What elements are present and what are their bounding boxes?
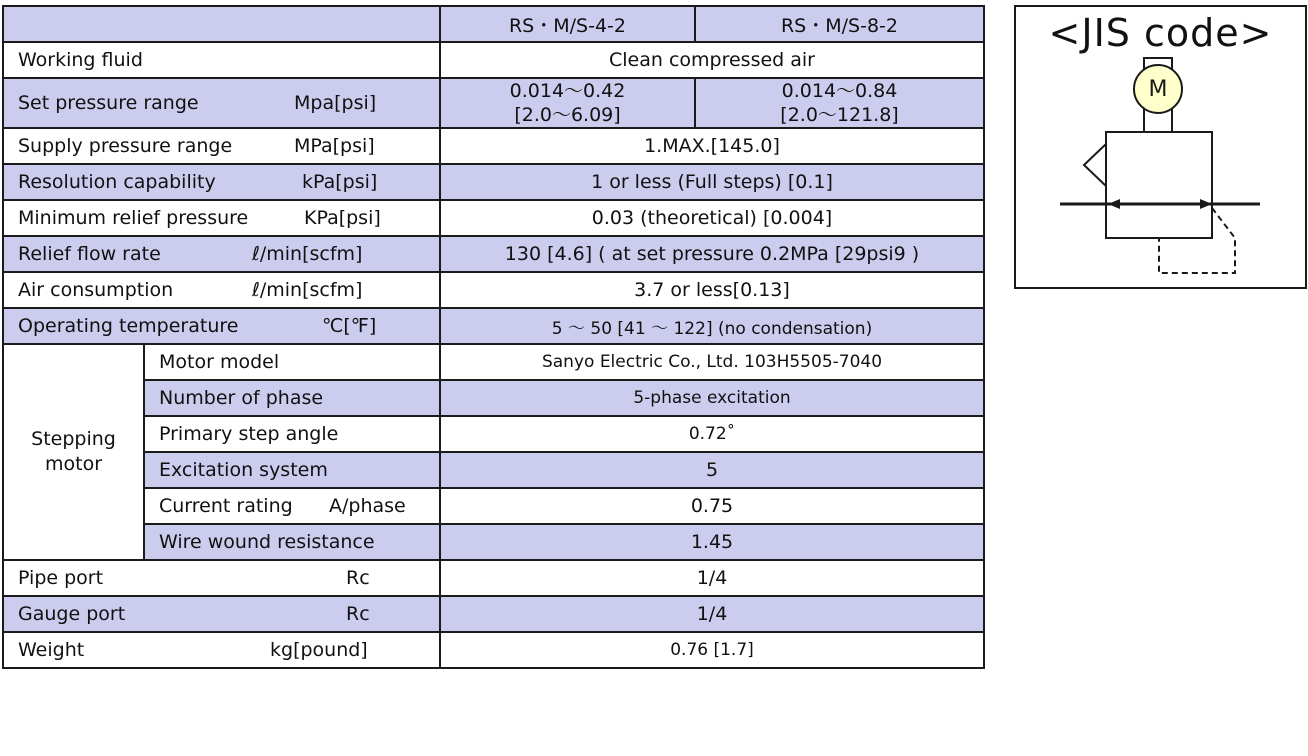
row-value: 0.76 [1.7] <box>440 632 984 668</box>
spec-table <box>2 5 985 669</box>
row-label-cell <box>3 164 440 200</box>
row-label-cell <box>3 128 440 164</box>
motor-row-label: Current rating <box>159 495 293 517</box>
row-min-relief <box>3 200 984 236</box>
exhaust-port-symbol <box>1084 144 1106 186</box>
row-value: Clean compressed air <box>440 42 984 78</box>
row-label-cell <box>3 78 440 128</box>
row-label: Working fluid <box>3 42 440 78</box>
row-set-pressure <box>3 78 984 128</box>
row-relief-flow <box>3 236 984 272</box>
row-value: 1 or less (Full steps) [0.1] <box>440 164 984 200</box>
row-label: Air consumption <box>18 279 174 301</box>
row-label: Gauge port <box>18 603 126 625</box>
header-row <box>3 6 984 42</box>
row-step-angle <box>3 416 984 452</box>
value-line: 0.014～0.42 <box>509 80 626 102</box>
valve-body <box>1106 132 1212 238</box>
row-unit: MPa[psi] <box>294 135 375 157</box>
motor-row-label: Excitation system <box>144 452 440 488</box>
row-operating-temp <box>3 308 984 344</box>
row-label-cell <box>3 596 440 632</box>
model-4-header: RS・M/S-4-2 <box>440 6 695 42</box>
row-value: 5 ～ 50 [41 ～ 122] (no condensation) <box>440 308 984 344</box>
motor-row-unit: A/phase <box>329 495 406 517</box>
row-unit: Mpa[psi] <box>294 92 377 114</box>
row-unit: ℓ/min[scfm] <box>252 279 363 301</box>
value-line: [2.0～121.8] <box>780 104 899 126</box>
row-label-cell <box>3 200 440 236</box>
row-value: 3.7 or less[0.13] <box>440 272 984 308</box>
motor-row-label: Primary step angle <box>144 416 440 452</box>
jis-code-title: <JIS code> <box>1048 11 1273 55</box>
value-line: [2.0～6.09] <box>514 104 621 126</box>
row-excitation-system <box>3 452 984 488</box>
row-label-cell <box>3 308 440 344</box>
value-line: 0.014～0.84 <box>781 80 898 102</box>
row-label-cell <box>3 272 440 308</box>
row-pipe-port <box>3 560 984 596</box>
motor-row-value: 1.45 <box>440 524 984 560</box>
row-value: 1.MAX.[145.0] <box>440 128 984 164</box>
row-unit: kPa[psi] <box>302 171 378 193</box>
row-label: Operating temperature <box>18 315 239 337</box>
motor-row-label: Number of phase <box>144 380 440 416</box>
row-unit: Rc <box>346 603 370 625</box>
row-label-cell <box>3 560 440 596</box>
header-blank-cell <box>3 6 440 42</box>
row-supply-pressure <box>3 128 984 164</box>
row-label: Weight <box>18 639 85 661</box>
row-label: Set pressure range <box>18 92 199 114</box>
motor-row-label-cell <box>144 488 440 524</box>
row-motor-model <box>3 344 984 380</box>
motor-row-value: 0.75 <box>440 488 984 524</box>
row-unit: Rc <box>346 567 370 589</box>
row-unit: KPa[psi] <box>304 207 381 229</box>
row-value: 1/4 <box>440 596 984 632</box>
row-unit: ℃[℉] <box>322 315 377 337</box>
row-resolution <box>3 164 984 200</box>
motor-row-value: 5-phase excitation <box>440 380 984 416</box>
motor-row-value: 0.72˚ <box>440 416 984 452</box>
model-8-header: RS・M/S-8-2 <box>695 6 984 42</box>
motor-symbol-label: M <box>1148 77 1168 102</box>
row-label-cell <box>3 632 440 668</box>
row-unit: ℓ/min[scfm] <box>252 243 363 265</box>
row-label: Pipe port <box>18 567 104 589</box>
row-value-8 <box>695 78 984 128</box>
row-label: Relief flow rate <box>18 243 161 265</box>
row-value: 130 [4.6] ( at set pressure 0.2MPa [29psi9 ) <box>440 236 984 272</box>
motor-row-value: 5 <box>440 452 984 488</box>
row-wire-resistance <box>3 524 984 560</box>
motor-row-value: Sanyo Electric Co., Ltd. 103H5505-7040 <box>440 344 984 380</box>
row-label: Minimum relief pressure <box>18 207 249 229</box>
row-number-of-phase <box>3 380 984 416</box>
row-label: Resolution capability <box>18 171 216 193</box>
row-value-4 <box>440 78 695 128</box>
row-label-cell <box>3 236 440 272</box>
row-value: 1/4 <box>440 560 984 596</box>
row-gauge-port <box>3 596 984 632</box>
row-unit: kg[pound] <box>270 639 368 661</box>
row-air-consumption <box>3 272 984 308</box>
row-working-fluid <box>3 42 984 78</box>
motor-row-label: Wire wound resistance <box>144 524 440 560</box>
row-value: 0.03 (theoretical) [0.004] <box>440 200 984 236</box>
jis-code-panel <box>1014 5 1307 289</box>
row-label: Supply pressure range <box>18 135 233 157</box>
row-weight <box>3 632 984 668</box>
motor-row-label: Motor model <box>144 344 440 380</box>
row-current-rating <box>3 488 984 524</box>
stepping-motor-group-label: Stepping motor <box>3 344 144 560</box>
